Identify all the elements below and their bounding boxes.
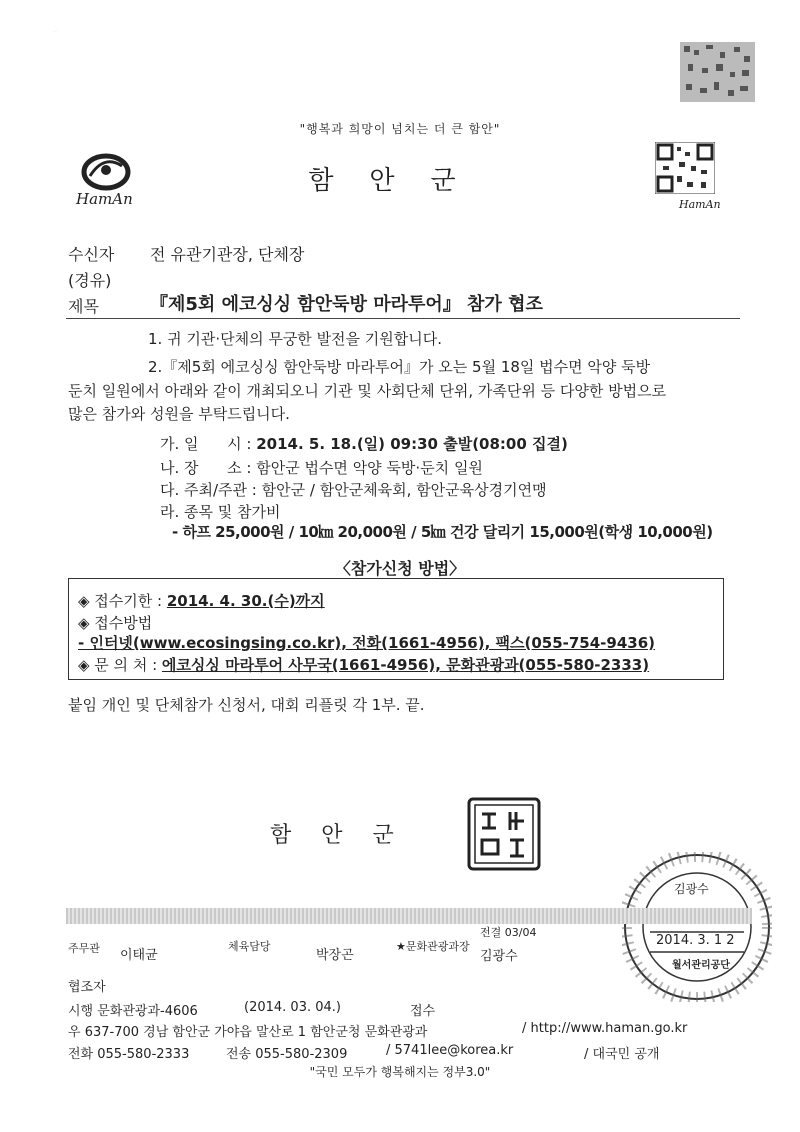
footer-slogan: "국민 모두가 행복해지는 정부3.0" — [309, 1065, 491, 1079]
haman-logo — [70, 148, 140, 214]
org-title: 함안군 — [308, 166, 492, 196]
stamp-date: 2014. 3. 1 2 — [656, 933, 735, 948]
qr-code-icon — [655, 142, 715, 194]
deadline-label: ◈ 접수기한 : — [78, 592, 163, 610]
item-place-label: 나. 장 소 : — [160, 459, 252, 477]
item-events-label: 라. 종목 및 참가비 — [160, 503, 281, 521]
approver-1-role: 주무관 — [68, 942, 100, 955]
method-value: - 인터넷(www.ecosingsing.co.kr), 전화(1661-4956), 팩스(055-754-9436) — [78, 634, 656, 652]
sender-name: 함안군 — [270, 823, 424, 848]
seal-icon — [466, 796, 542, 872]
paragraph-1: 1. 귀 기관·단체의 무궁한 발전을 기원합니다. — [148, 330, 443, 348]
item-date-value: 2014. 5. 18.(일) 09:30 출발(08:00 집결) — [256, 435, 568, 453]
stamp-org: 월서관리공단 — [672, 960, 730, 971]
item-host-label: 다. 주최/주관 : — [160, 481, 257, 499]
divider-band — [66, 908, 752, 924]
paragraph-2-line-3: 많은 참가와 성원을 부탁드립니다. — [68, 405, 290, 423]
approver-2-name: 박장곤 — [316, 948, 354, 963]
recipient-value: 전 유관기관장, 단체장 — [150, 245, 305, 264]
via-label: (경유) — [68, 271, 112, 290]
item-place-value: 함안군 법수면 악양 둑방·둔치 일원 — [256, 459, 483, 477]
contact-value: 에코싱싱 마라투어 사무국(1661-4956), 문화관광과(055-580-2333) — [161, 656, 650, 674]
subject-value: 『제5회 에코싱싱 함안둑방 마라투어』 참가 협조 — [150, 294, 543, 315]
item-host — [160, 479, 547, 500]
item-date — [160, 433, 568, 454]
item-events — [160, 501, 281, 522]
fee-line: - 하프 25,000원 / 10㎞ 20,000원 / 5㎞ 건강 달리기 15,000원(학생 10,000원) — [172, 523, 713, 541]
enforcement-number: 시행 문화관광과-4606 — [68, 1004, 198, 1019]
subject-label: 제목 — [68, 297, 99, 316]
receipt-stamp — [622, 852, 772, 1002]
barcode-icon — [680, 42, 755, 102]
qr-code — [655, 142, 721, 211]
item-date-label: 가. 일 시 : — [160, 435, 252, 453]
cooperator-label: 협조자 — [68, 980, 106, 995]
application-title: 〈참가신청 방법〉 — [334, 559, 466, 578]
website-link[interactable]: / http://www.haman.go.kr — [522, 1021, 688, 1036]
approval-date-note: 전결 03/04 — [480, 926, 537, 939]
method-label: ◈ 접수방법 — [78, 614, 153, 632]
subject-divider — [66, 318, 740, 319]
deadline-value: 2014. 4. 30.(수)까지 — [166, 592, 325, 610]
receipt-label: 접수 — [410, 1004, 436, 1019]
deadline-row — [78, 590, 325, 611]
disclosure-status: / 대국민 공개 — [584, 1047, 660, 1062]
stamp-name: 김광수 — [674, 882, 709, 896]
item-host-value: 함안군 / 함안군체육회, 함안군육상경기연맹 — [261, 481, 547, 499]
recipient-label: 수신자 — [68, 245, 115, 264]
contact-label: ◈ 문 의 처 : — [78, 656, 158, 674]
fax-number: 전송 055-580-2309 — [226, 1047, 348, 1062]
scan-mark — [22, 30, 92, 32]
receipt-stamp-icon — [622, 852, 772, 1002]
header-slogan: "행복과 희망이 넘치는 더 큰 함안" — [299, 122, 501, 136]
approver-3-role: ★문화관광과장 — [396, 940, 470, 953]
phone-number: 전화 055-580-2333 — [68, 1047, 190, 1062]
email-link[interactable]: / 5741lee@korea.kr — [386, 1043, 514, 1058]
enforcement-date: (2014. 03. 04.) — [244, 1000, 341, 1015]
approver-3-name: 김광수 — [480, 949, 518, 964]
approver-1-name: 이태균 — [120, 948, 158, 963]
qr-label: HamAn — [679, 198, 721, 211]
paragraph-2-line-2: 둔치 일원에서 아래와 같이 개최되오니 기관 및 사회단체 단위, 가족단위 등 다양한 방법으로 — [68, 382, 667, 400]
attachment-note: 붙임 개인 및 단체참가 신청서, 대회 리플릿 각 1부. 끝. — [68, 696, 425, 714]
official-seal — [466, 796, 542, 872]
contact-row — [78, 654, 649, 675]
paragraph-2-line-1: 2.『제5회 에코싱싱 함안둑방 마라투어』가 오는 5월 18일 법수면 악양 둑방 — [148, 358, 651, 376]
approver-2-role: 체육담당 — [228, 940, 271, 953]
office-address: 우 637-700 경남 함안군 가야읍 말산로 1 함안군청 문화관광과 — [68, 1025, 428, 1040]
logo-text: HamAn — [76, 190, 133, 208]
item-place — [160, 457, 483, 478]
